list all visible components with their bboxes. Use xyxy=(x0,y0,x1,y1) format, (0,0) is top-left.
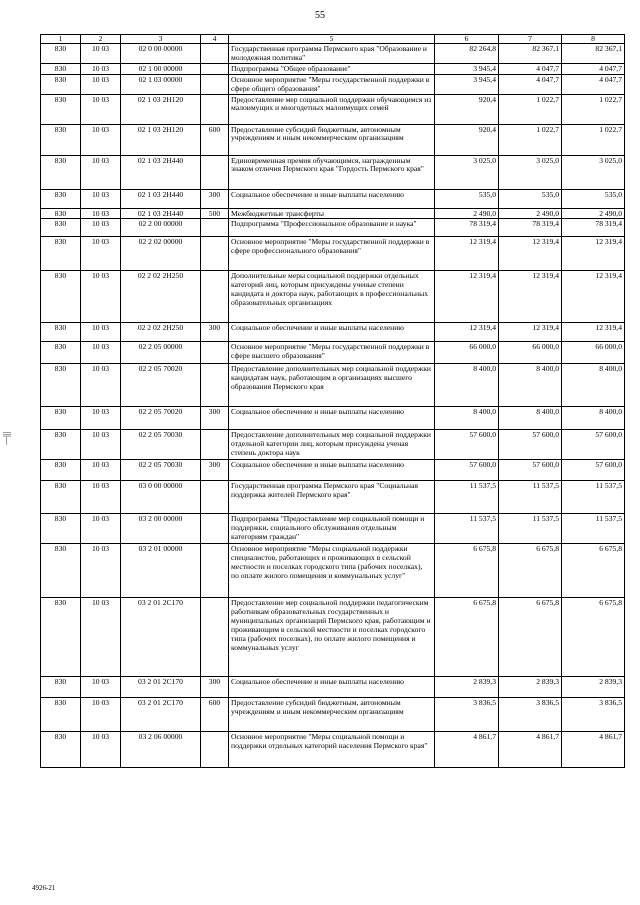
target-article-cell: 02 1 03 2Н440 xyxy=(121,189,201,208)
table-row xyxy=(41,544,625,598)
column-number-row xyxy=(41,35,625,44)
target-article-cell: 02 0 00 00000 xyxy=(121,44,201,64)
table-row xyxy=(41,481,625,514)
amount-year1-cell: 2 490,0 xyxy=(435,208,499,219)
amount-year1-cell: 57 600,0 xyxy=(435,430,499,460)
amount-year2-cell: 1 022,7 xyxy=(499,124,562,155)
table-row xyxy=(41,63,625,74)
target-article-cell: 02 1 00 00000 xyxy=(121,63,201,74)
ministry-code-cell: 830 xyxy=(41,63,81,74)
amount-year3-cell: 78 319,4 xyxy=(562,219,625,237)
target-article-cell: 02 1 03 00000 xyxy=(121,74,201,94)
ministry-code-cell: 830 xyxy=(41,698,81,732)
amount-year3-cell: 11 537,5 xyxy=(562,481,625,514)
table-row xyxy=(41,237,625,271)
section-code-cell: 10 03 xyxy=(81,677,121,698)
column-header: 6 xyxy=(435,35,499,44)
table-row xyxy=(41,430,625,460)
amount-year1-cell: 4 861,7 xyxy=(435,732,499,768)
table-row xyxy=(41,407,625,430)
amount-year1-cell: 57 600,0 xyxy=(435,460,499,481)
description-cell: Предоставление субсидий бюджетным, автономным учреждениям и иным некоммерческим организациям xyxy=(229,124,435,155)
table-row xyxy=(41,271,625,323)
table-row xyxy=(41,342,625,364)
amount-year3-cell: 2 490,0 xyxy=(562,208,625,219)
description-cell: Единовременная премия обучающимся, награжденным знаком отличия Пермского края "Гордость Пермского края" xyxy=(229,155,435,189)
description-cell: Государственная программа Пермского края "Социальная поддержка жителей Пермского края" xyxy=(229,481,435,514)
page-number: 55 xyxy=(315,10,325,21)
amount-year3-cell: 4 047,7 xyxy=(562,74,625,94)
amount-year1-cell: 6 675,8 xyxy=(435,598,499,677)
description-cell: Подпрограмма "Профессиональное образование и наука" xyxy=(229,219,435,237)
amount-year3-cell: 66 000,0 xyxy=(562,342,625,364)
column-header: 8 xyxy=(562,35,625,44)
ministry-code-cell: 830 xyxy=(41,514,81,544)
description-cell: Основное мероприятие "Меры социальной поддержки специалистов, работающих и проживающих в сельской местности и поселках городского типа (рабочих поселках), по оплате жилого помещения и коммунальных услуг" xyxy=(229,544,435,598)
expense-type-cell xyxy=(201,732,229,768)
expense-type-cell xyxy=(201,271,229,323)
expense-type-cell xyxy=(201,598,229,677)
ministry-code-cell: 830 xyxy=(41,237,81,271)
section-code-cell: 10 03 xyxy=(81,544,121,598)
amount-year3-cell: 4 861,7 xyxy=(562,732,625,768)
table-row xyxy=(41,323,625,342)
section-code-cell: 10 03 xyxy=(81,63,121,74)
amount-year3-cell: 3 836,5 xyxy=(562,698,625,732)
target-article-cell: 02 2 05 70020 xyxy=(121,364,201,407)
amount-year2-cell: 1 022,7 xyxy=(499,94,562,124)
ministry-code-cell: 830 xyxy=(41,342,81,364)
section-code-cell: 10 03 xyxy=(81,94,121,124)
target-article-cell: 03 2 06 00000 xyxy=(121,732,201,768)
ministry-code-cell: 830 xyxy=(41,732,81,768)
amount-year3-cell: 57 600,0 xyxy=(562,430,625,460)
amount-year1-cell: 11 537,5 xyxy=(435,481,499,514)
expense-type-cell xyxy=(201,63,229,74)
expense-type-cell xyxy=(201,342,229,364)
description-cell: Дополнительные меры социальной поддержки отдельных категорий лиц, которым присуждены ученые степени кандидата и доктора наук, работающих в профессиональных образовательных организациях xyxy=(229,271,435,323)
description-cell: Предоставление дополнительных мер социальной поддержки отдельной категории лиц, которым присуждена ученая степень доктора наук xyxy=(229,430,435,460)
amount-year2-cell: 8 400,0 xyxy=(499,407,562,430)
amount-year2-cell: 3 836,5 xyxy=(499,698,562,732)
amount-year2-cell: 66 000,0 xyxy=(499,342,562,364)
amount-year3-cell: 82 367,1 xyxy=(562,44,625,64)
column-header: 7 xyxy=(499,35,562,44)
section-code-cell: 10 03 xyxy=(81,189,121,208)
target-article-cell: 02 1 03 2Н440 xyxy=(121,155,201,189)
amount-year3-cell: 11 537,5 xyxy=(562,514,625,544)
amount-year2-cell: 11 537,5 xyxy=(499,481,562,514)
amount-year2-cell: 4 047,7 xyxy=(499,63,562,74)
description-cell: Социальное обеспечение и иные выплаты населению xyxy=(229,677,435,698)
amount-year1-cell: 8 400,0 xyxy=(435,364,499,407)
section-code-cell: 10 03 xyxy=(81,407,121,430)
target-article-cell: 03 0 00 00000 xyxy=(121,481,201,514)
amount-year2-cell: 12 319,4 xyxy=(499,323,562,342)
section-code-cell: 10 03 xyxy=(81,271,121,323)
target-article-cell: 02 2 05 70020 xyxy=(121,407,201,430)
expense-type-cell xyxy=(201,44,229,64)
expense-type-cell xyxy=(201,74,229,94)
target-article-cell: 02 1 03 2Н120 xyxy=(121,94,201,124)
expense-type-cell: 300 xyxy=(201,189,229,208)
document-code: 4926-21 xyxy=(32,884,56,892)
amount-year1-cell: 12 319,4 xyxy=(435,237,499,271)
section-code-cell: 10 03 xyxy=(81,44,121,64)
description-cell: Социальное обеспечение и иные выплаты населению xyxy=(229,189,435,208)
target-article-cell: 02 2 05 00000 xyxy=(121,342,201,364)
column-header: 4 xyxy=(201,35,229,44)
amount-year3-cell: 6 675,8 xyxy=(562,544,625,598)
amount-year1-cell: 66 000,0 xyxy=(435,342,499,364)
amount-year3-cell: 3 025,0 xyxy=(562,155,625,189)
ministry-code-cell: 830 xyxy=(41,323,81,342)
ministry-code-cell: 830 xyxy=(41,271,81,323)
expense-type-cell: 300 xyxy=(201,407,229,430)
target-article-cell: 02 2 02 00000 xyxy=(121,237,201,271)
binding-mark: |||— xyxy=(3,432,12,445)
amount-year3-cell: 1 022,7 xyxy=(562,124,625,155)
amount-year3-cell: 12 319,4 xyxy=(562,323,625,342)
amount-year2-cell: 2 839,3 xyxy=(499,677,562,698)
amount-year2-cell: 6 675,8 xyxy=(499,544,562,598)
target-article-cell: 02 1 03 2Н440 xyxy=(121,208,201,219)
description-cell: Предоставление субсидий бюджетным, автономным учреждениям и иным некоммерческим организациям xyxy=(229,698,435,732)
description-cell: Государственная программа Пермского края "Образование и молодежная политика" xyxy=(229,44,435,64)
description-cell: Социальное обеспечение и иные выплаты населению xyxy=(229,407,435,430)
amount-year1-cell: 920,4 xyxy=(435,124,499,155)
ministry-code-cell: 830 xyxy=(41,407,81,430)
expense-type-cell xyxy=(201,94,229,124)
column-header: 2 xyxy=(81,35,121,44)
ministry-code-cell: 830 xyxy=(41,208,81,219)
section-code-cell: 10 03 xyxy=(81,237,121,271)
description-cell: Предоставление мер социальной поддержки обучающимся из малоимущих и многодетных малоимущих семей xyxy=(229,94,435,124)
expense-type-cell xyxy=(201,219,229,237)
amount-year3-cell: 4 047,7 xyxy=(562,63,625,74)
description-cell: Социальное обеспечение и иные выплаты населению xyxy=(229,323,435,342)
amount-year2-cell: 6 675,8 xyxy=(499,598,562,677)
expense-type-cell: 600 xyxy=(201,124,229,155)
description-cell: Основное мероприятие "Меры государственной поддержки в сфере профессионального образования" xyxy=(229,237,435,271)
ministry-code-cell: 830 xyxy=(41,598,81,677)
amount-year3-cell: 12 319,4 xyxy=(562,271,625,323)
amount-year2-cell: 12 319,4 xyxy=(499,271,562,323)
column-header: 1 xyxy=(41,35,81,44)
table-row xyxy=(41,732,625,768)
description-cell: Основное мероприятие "Меры государственной поддержки в сфере высшего образования" xyxy=(229,342,435,364)
target-article-cell: 03 2 01 2С170 xyxy=(121,698,201,732)
amount-year1-cell: 12 319,4 xyxy=(435,271,499,323)
section-code-cell: 10 03 xyxy=(81,155,121,189)
target-article-cell: 02 1 03 2Н120 xyxy=(121,124,201,155)
description-cell: Межбюджетные трансферты xyxy=(229,208,435,219)
expense-type-cell xyxy=(201,430,229,460)
target-article-cell: 02 2 02 2Н250 xyxy=(121,271,201,323)
target-article-cell: 02 2 02 2Н250 xyxy=(121,323,201,342)
expense-type-cell xyxy=(201,237,229,271)
ministry-code-cell: 830 xyxy=(41,155,81,189)
table-row xyxy=(41,677,625,698)
ministry-code-cell: 830 xyxy=(41,219,81,237)
table-row xyxy=(41,124,625,155)
amount-year1-cell: 78 319,4 xyxy=(435,219,499,237)
section-code-cell: 10 03 xyxy=(81,698,121,732)
table-row xyxy=(41,364,625,407)
amount-year2-cell: 57 600,0 xyxy=(499,430,562,460)
ministry-code-cell: 830 xyxy=(41,44,81,64)
ministry-code-cell: 830 xyxy=(41,481,81,514)
amount-year3-cell: 8 400,0 xyxy=(562,407,625,430)
section-code-cell: 10 03 xyxy=(81,323,121,342)
ministry-code-cell: 830 xyxy=(41,544,81,598)
expense-type-cell xyxy=(201,544,229,598)
expense-type-cell: 300 xyxy=(201,677,229,698)
amount-year1-cell: 12 319,4 xyxy=(435,323,499,342)
table-row xyxy=(41,219,625,237)
table-row xyxy=(41,598,625,677)
amount-year2-cell: 2 490,0 xyxy=(499,208,562,219)
expense-type-cell xyxy=(201,364,229,407)
amount-year3-cell: 1 022,7 xyxy=(562,94,625,124)
table-row xyxy=(41,460,625,481)
section-code-cell: 10 03 xyxy=(81,219,121,237)
target-article-cell: 02 2 00 00000 xyxy=(121,219,201,237)
ministry-code-cell: 830 xyxy=(41,74,81,94)
section-code-cell: 10 03 xyxy=(81,732,121,768)
amount-year3-cell: 535,0 xyxy=(562,189,625,208)
amount-year2-cell: 8 400,0 xyxy=(499,364,562,407)
amount-year1-cell: 3 836,5 xyxy=(435,698,499,732)
target-article-cell: 03 2 01 2С170 xyxy=(121,598,201,677)
section-code-cell: 10 03 xyxy=(81,598,121,677)
ministry-code-cell: 830 xyxy=(41,189,81,208)
expense-type-cell: 500 xyxy=(201,208,229,219)
amount-year3-cell: 57 600,0 xyxy=(562,460,625,481)
target-article-cell: 03 2 00 00000 xyxy=(121,514,201,544)
section-code-cell: 10 03 xyxy=(81,460,121,481)
ministry-code-cell: 830 xyxy=(41,94,81,124)
amount-year1-cell: 920,4 xyxy=(435,94,499,124)
amount-year1-cell: 8 400,0 xyxy=(435,407,499,430)
amount-year2-cell: 4 047,7 xyxy=(499,74,562,94)
amount-year2-cell: 78 319,4 xyxy=(499,219,562,237)
expense-type-cell xyxy=(201,155,229,189)
expense-type-cell: 600 xyxy=(201,698,229,732)
table-row xyxy=(41,189,625,208)
expense-type-cell xyxy=(201,514,229,544)
section-code-cell: 10 03 xyxy=(81,342,121,364)
section-code-cell: 10 03 xyxy=(81,364,121,407)
expense-type-cell xyxy=(201,481,229,514)
amount-year1-cell: 3 945,4 xyxy=(435,63,499,74)
description-cell: Предоставление дополнительных мер социальной поддержки кандидатам наук, работающим в организациях высшего образования Пермского края xyxy=(229,364,435,407)
table-row xyxy=(41,74,625,94)
expense-type-cell: 300 xyxy=(201,323,229,342)
amount-year1-cell: 3 945,4 xyxy=(435,74,499,94)
amount-year3-cell: 8 400,0 xyxy=(562,364,625,407)
amount-year1-cell: 3 025,0 xyxy=(435,155,499,189)
amount-year2-cell: 4 861,7 xyxy=(499,732,562,768)
ministry-code-cell: 830 xyxy=(41,677,81,698)
column-header: 3 xyxy=(121,35,201,44)
table-row xyxy=(41,208,625,219)
target-article-cell: 03 2 01 2С170 xyxy=(121,677,201,698)
budget-table xyxy=(40,34,625,768)
amount-year2-cell: 535,0 xyxy=(499,189,562,208)
description-cell: Социальное обеспечение и иные выплаты населению xyxy=(229,460,435,481)
description-cell: Предоставление мер социальной поддержки педагогическим работникам образовательных государственных и муниципальных организаций Пермского края, работающим и проживающим в сельской местности и поселках городского типа (рабочих поселках), по оплате жилого помещения и коммунальных услуг xyxy=(229,598,435,677)
ministry-code-cell: 830 xyxy=(41,460,81,481)
description-cell: Основное мероприятие "Меры социальной помощи и поддержки отдельных категорий населения Пермского края" xyxy=(229,732,435,768)
amount-year2-cell: 82 367,1 xyxy=(499,44,562,64)
section-code-cell: 10 03 xyxy=(81,74,121,94)
amount-year3-cell: 12 319,4 xyxy=(562,237,625,271)
amount-year2-cell: 12 319,4 xyxy=(499,237,562,271)
amount-year1-cell: 2 839,3 xyxy=(435,677,499,698)
section-code-cell: 10 03 xyxy=(81,208,121,219)
table-row xyxy=(41,514,625,544)
table-row xyxy=(41,94,625,124)
ministry-code-cell: 830 xyxy=(41,124,81,155)
amount-year1-cell: 82 264,8 xyxy=(435,44,499,64)
amount-year1-cell: 6 675,8 xyxy=(435,544,499,598)
amount-year3-cell: 2 839,3 xyxy=(562,677,625,698)
section-code-cell: 10 03 xyxy=(81,124,121,155)
ministry-code-cell: 830 xyxy=(41,364,81,407)
section-code-cell: 10 03 xyxy=(81,514,121,544)
table-row xyxy=(41,698,625,732)
amount-year2-cell: 3 025,0 xyxy=(499,155,562,189)
description-cell: Основное мероприятие "Меры государственной поддержки в сфере общего образования" xyxy=(229,74,435,94)
amount-year1-cell: 11 537,5 xyxy=(435,514,499,544)
target-article-cell: 02 2 05 70030 xyxy=(121,460,201,481)
amount-year2-cell: 11 537,5 xyxy=(499,514,562,544)
description-cell: Подпрограмма "Общее образование" xyxy=(229,63,435,74)
section-code-cell: 10 03 xyxy=(81,430,121,460)
table-row xyxy=(41,155,625,189)
amount-year1-cell: 535,0 xyxy=(435,189,499,208)
section-code-cell: 10 03 xyxy=(81,481,121,514)
ministry-code-cell: 830 xyxy=(41,430,81,460)
amount-year3-cell: 6 675,8 xyxy=(562,598,625,677)
target-article-cell: 02 2 05 70030 xyxy=(121,430,201,460)
target-article-cell: 03 2 01 00000 xyxy=(121,544,201,598)
description-cell: Подпрограмма "Предоставление мер социальной помощи и поддержки, социального обслуживания отдельным категориям граждан" xyxy=(229,514,435,544)
column-header: 5 xyxy=(229,35,435,44)
amount-year2-cell: 57 600,0 xyxy=(499,460,562,481)
table-row xyxy=(41,44,625,64)
expense-type-cell: 300 xyxy=(201,460,229,481)
